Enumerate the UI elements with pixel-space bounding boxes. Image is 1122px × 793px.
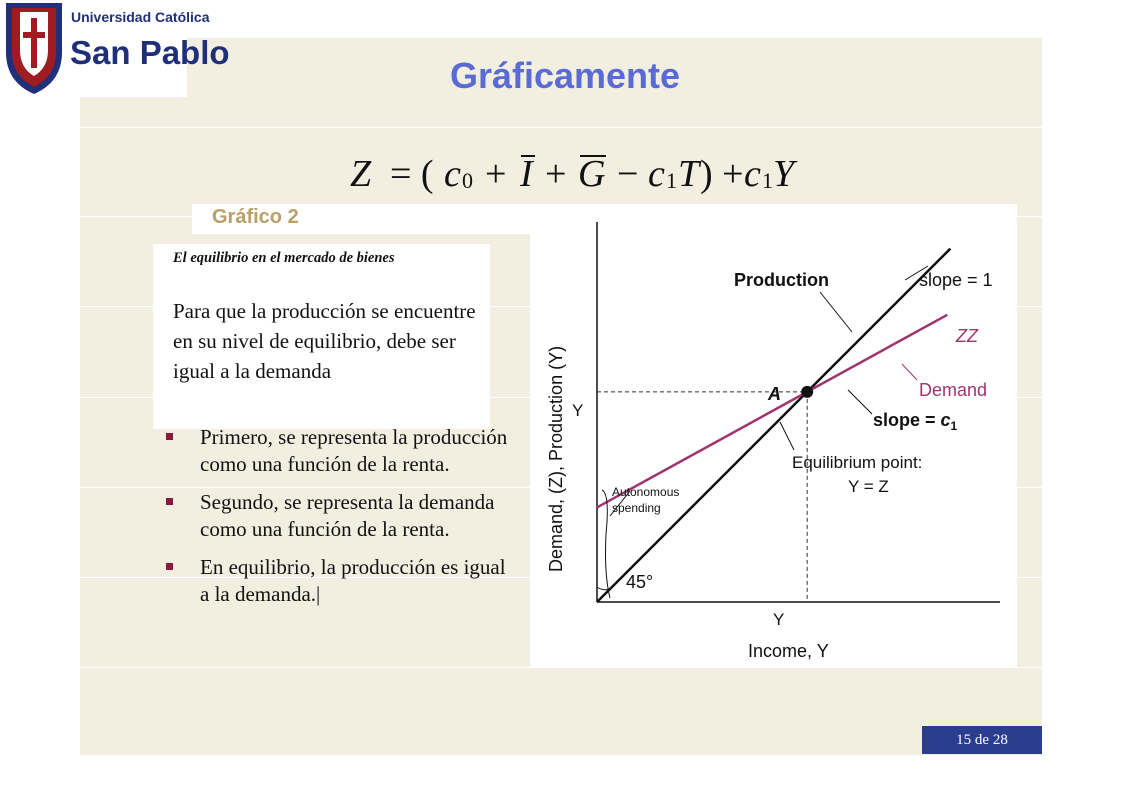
point-a-label: A xyxy=(768,384,781,404)
slope-c1-pointer xyxy=(848,390,872,414)
production-label: Production xyxy=(734,270,829,290)
divider xyxy=(80,667,1042,668)
bullet-marker-icon xyxy=(166,563,173,570)
page-number: 15 de 28 xyxy=(922,726,1042,754)
chart-heading-box xyxy=(192,204,530,234)
x-axis-label: Income, Y xyxy=(748,641,829,661)
svg-text:c: c xyxy=(444,153,461,195)
definition-body: Para que la producción se encuentre en su nivel de equilibrio, debe ser igual a la demanda xyxy=(173,299,476,383)
definition-subtitle: El equilibrio en el mercado de bienes xyxy=(173,250,395,266)
svg-text:= (: = ( xyxy=(390,153,434,195)
svg-text:) +: ) + xyxy=(700,153,744,195)
svg-text:0: 0 xyxy=(462,168,473,193)
svg-text:+: + xyxy=(485,153,507,195)
bullet-marker-icon xyxy=(166,498,173,505)
svg-text:Y: Y xyxy=(773,153,795,195)
equilibrium-point xyxy=(801,386,813,398)
equilibrium-pointer xyxy=(780,422,794,450)
svg-text:c: c xyxy=(744,153,761,195)
y-axis-label: Demand, (Z), Production (Y) xyxy=(546,345,566,572)
y-tick-label: Y xyxy=(572,401,584,420)
svg-text:+: + xyxy=(545,153,567,195)
bullet-item xyxy=(160,554,520,608)
logo-line2: San Pablo xyxy=(70,34,230,71)
demand-label: Demand xyxy=(919,380,988,400)
divider xyxy=(80,127,1042,128)
definition-box xyxy=(153,244,490,429)
demand-pointer xyxy=(902,364,917,380)
equation xyxy=(330,148,800,198)
keynesian-cross-chart xyxy=(530,204,1017,667)
svg-text:T: T xyxy=(678,153,700,195)
svg-text:Z: Z xyxy=(350,153,372,195)
svg-text:−: − xyxy=(617,153,639,195)
autonomous-brace xyxy=(602,490,610,598)
bullet-text: Primero, se representa la producción como una función de la renta. xyxy=(200,425,508,476)
equation-image xyxy=(330,148,800,198)
bullet-text: Segundo, se representa la demanda como una función de la renta. xyxy=(200,490,495,541)
svg-text:G: G xyxy=(578,153,606,195)
bullet-item xyxy=(160,424,520,478)
crest-icon xyxy=(0,0,230,97)
svg-text:1: 1 xyxy=(762,168,773,193)
equilibrium-label: Equilibrium point: xyxy=(792,453,923,472)
zz-label: ZZ xyxy=(956,326,978,346)
bullet-list xyxy=(160,424,520,619)
university-logo xyxy=(0,0,230,97)
bullet-text: En equilibrio, la producción es igual a la demanda.| xyxy=(200,555,506,606)
chart-heading: Gráfico 2 xyxy=(212,206,299,228)
slope1-label: slope = 1 xyxy=(919,270,993,290)
equilibrium-condition: Y = Z xyxy=(848,477,889,496)
logo-line1: Universidad Católica xyxy=(71,9,210,25)
bullet-marker-icon xyxy=(166,433,173,440)
chart xyxy=(530,204,1017,667)
autonomous-label: Autonomous xyxy=(612,485,680,499)
bullet-item xyxy=(160,489,520,543)
svg-text:I: I xyxy=(520,153,533,195)
spending-label: spending xyxy=(612,501,661,515)
x-tick-label: Y xyxy=(773,610,785,629)
page-title: Gráficamente xyxy=(449,55,681,96)
slope-c1-label: slope = $c_1$ xyxy=(873,410,958,433)
svg-text:1: 1 xyxy=(666,168,677,193)
angle-label: 45° xyxy=(626,572,654,592)
svg-text:c: c xyxy=(648,153,665,195)
production-pointer xyxy=(820,292,852,332)
